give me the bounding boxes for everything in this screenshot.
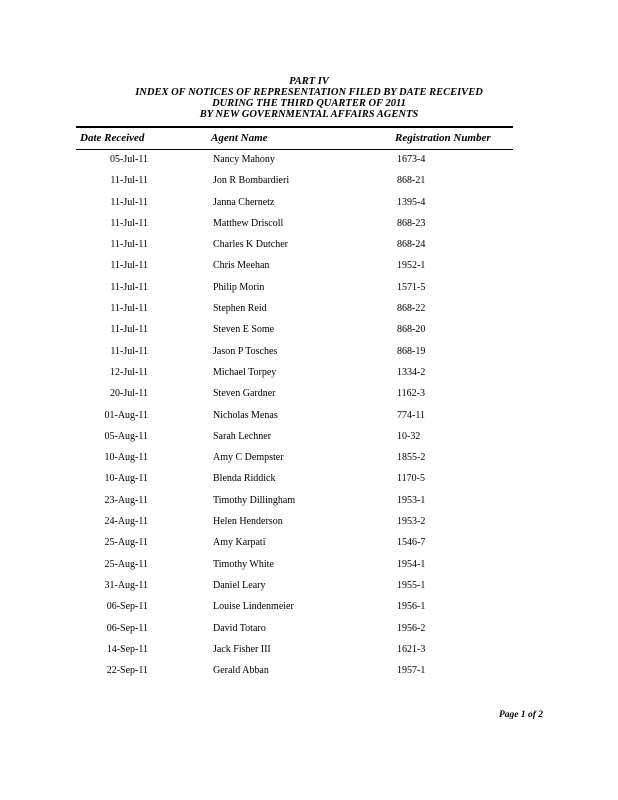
date-cell: 06-Sep-11 [106,622,148,634]
part-title: PART IV [289,76,329,87]
registration-number-cell: 1956-1 [397,601,426,613]
table-row [0,175,618,196]
agent-name-cell: Charles K Dutcher [213,239,288,251]
registration-number-cell: 1953-2 [397,516,426,528]
table-row [0,218,618,239]
registration-number-cell: 1395-4 [397,196,426,208]
registration-number-cell: 1957-1 [397,665,426,677]
table-row [0,580,618,601]
agent-name-cell: Louise Lindenmeier [213,601,294,613]
table-row [0,154,618,175]
date-cell: 20-Jul-11 [110,388,148,400]
registration-number-cell: 1673-4 [397,154,426,165]
agent-name-cell: Sarah Lechner [213,430,272,442]
registration-number-cell: 1162-3 [397,388,425,400]
date-cell: 05-Aug-11 [104,430,148,442]
date-cell: 06-Sep-11 [106,601,148,613]
date-cell: 11-Jul-11 [110,345,148,357]
registration-number-cell: 1170-5 [397,473,425,485]
agent-name-cell: Daniel Leary [213,579,266,591]
agent-name-cell: Nancy Mahony [213,154,275,165]
registration-number-cell: 1571-5 [397,281,426,293]
date-cell: 12-Jul-11 [110,366,148,378]
registration-number-cell: 1546-7 [397,537,426,549]
agent-name-cell: Amy C Dempster [213,452,284,464]
table-row [0,303,618,324]
table-row [0,516,618,537]
date-cell: 11-Jul-11 [110,217,148,229]
table-row [0,388,618,409]
registration-number-cell: 868-21 [397,175,426,187]
date-cell: 14-Sep-11 [106,643,148,655]
table-row [0,452,618,473]
agent-name-cell: Amy Karpati [213,537,266,549]
date-cell: 10-Aug-11 [104,473,148,485]
column-header-agent: Agent Name [211,132,268,144]
header-bottom-rule [76,149,513,150]
agent-name-cell: Michael Torpey [213,366,277,378]
page-number: Page 1 of 2 [498,710,543,720]
table-row [0,431,618,452]
registration-number-cell: 1952-1 [397,260,426,272]
agent-name-cell: Jack Fisher III [213,643,271,655]
agent-name-cell: Timothy White [213,558,274,570]
date-cell: 25-Aug-11 [104,537,148,549]
table-row [0,665,618,686]
report-header [0,76,618,120]
registration-number-cell: 1953-1 [397,494,426,506]
date-cell: 31-Aug-11 [104,579,148,591]
table-row [0,282,618,303]
date-cell: 01-Aug-11 [104,409,148,421]
date-cell: 23-Aug-11 [104,494,148,506]
date-cell: 11-Jul-11 [110,303,148,315]
registration-number-cell: 1621-3 [397,643,426,655]
agent-name-cell: Philip Morin [213,281,265,293]
date-cell: 11-Jul-11 [110,260,148,272]
registration-number-cell: 1855-2 [397,452,426,464]
agent-name-cell: Jon R Bombardieri [213,175,290,187]
agent-name-cell: Nicholas Menas [213,409,278,421]
date-cell: 05-Jul-11 [110,154,148,165]
agent-name-cell: Helen Henderson [213,516,283,528]
registration-number-cell: 868-19 [397,345,426,357]
table-body [0,154,618,686]
agent-name-cell: Matthew Driscoll [213,217,284,229]
report-subtitle: BY NEW GOVERNMENTAL AFFAIRS AGENTS [199,109,419,120]
table-row [0,601,618,622]
table-row [0,346,618,367]
registration-number-cell: 868-20 [397,324,426,336]
registration-number-cell: 10-32 [397,430,421,442]
agent-name-cell: Jason P Tosches [213,345,278,357]
table-row [0,324,618,345]
table-row [0,495,618,516]
date-cell: 11-Jul-11 [110,281,148,293]
header-top-rule [76,126,513,128]
agent-name-cell: Stephen Reid [213,303,267,315]
column-header-date: Date Received [80,132,145,144]
agent-name-cell: Gerald Abban [213,665,269,677]
registration-number-cell: 1334-2 [397,366,426,378]
date-cell: 24-Aug-11 [104,516,148,528]
date-cell: 11-Jul-11 [110,196,148,208]
table-row [0,197,618,218]
agent-name-cell: Janna Chernetz [213,196,275,208]
table-row [0,473,618,494]
date-cell: 25-Aug-11 [104,558,148,570]
agent-name-cell: Chris Meehan [213,260,270,272]
table-row [0,644,618,665]
table-row [0,260,618,281]
agent-name-cell: Timothy Dillingham [213,494,296,506]
date-cell: 11-Jul-11 [110,175,148,187]
table-row [0,410,618,431]
table-row [0,367,618,388]
registration-number-cell: 1956-2 [397,622,426,634]
agent-name-cell: Steven E Some [213,324,275,336]
date-cell: 11-Jul-11 [110,239,148,251]
registration-number-cell: 1955-1 [397,579,426,591]
agent-name-cell: Steven Gardner [213,388,276,400]
registration-number-cell: 1954-1 [397,558,426,570]
report-period: DURING THE THIRD QUARTER OF 2011 [212,98,406,109]
registration-number-cell: 868-24 [397,239,426,251]
report-title: INDEX OF NOTICES OF REPRESENTATION FILED BY DATE RECEIVED [135,87,483,98]
date-cell: 10-Aug-11 [104,452,148,464]
registration-number-cell: 774-11 [397,409,425,421]
table-row [0,239,618,260]
registration-number-cell: 868-23 [397,217,426,229]
table-row [0,537,618,558]
date-cell: 22-Sep-11 [106,665,148,677]
date-cell: 11-Jul-11 [110,324,148,336]
table-row [0,623,618,644]
agent-name-cell: Blenda Riddick [213,473,276,485]
column-header-registration: Registration Number [395,132,491,144]
agent-name-cell: David Totaro [213,622,266,634]
table-row [0,559,618,580]
registration-number-cell: 868-22 [397,303,426,315]
